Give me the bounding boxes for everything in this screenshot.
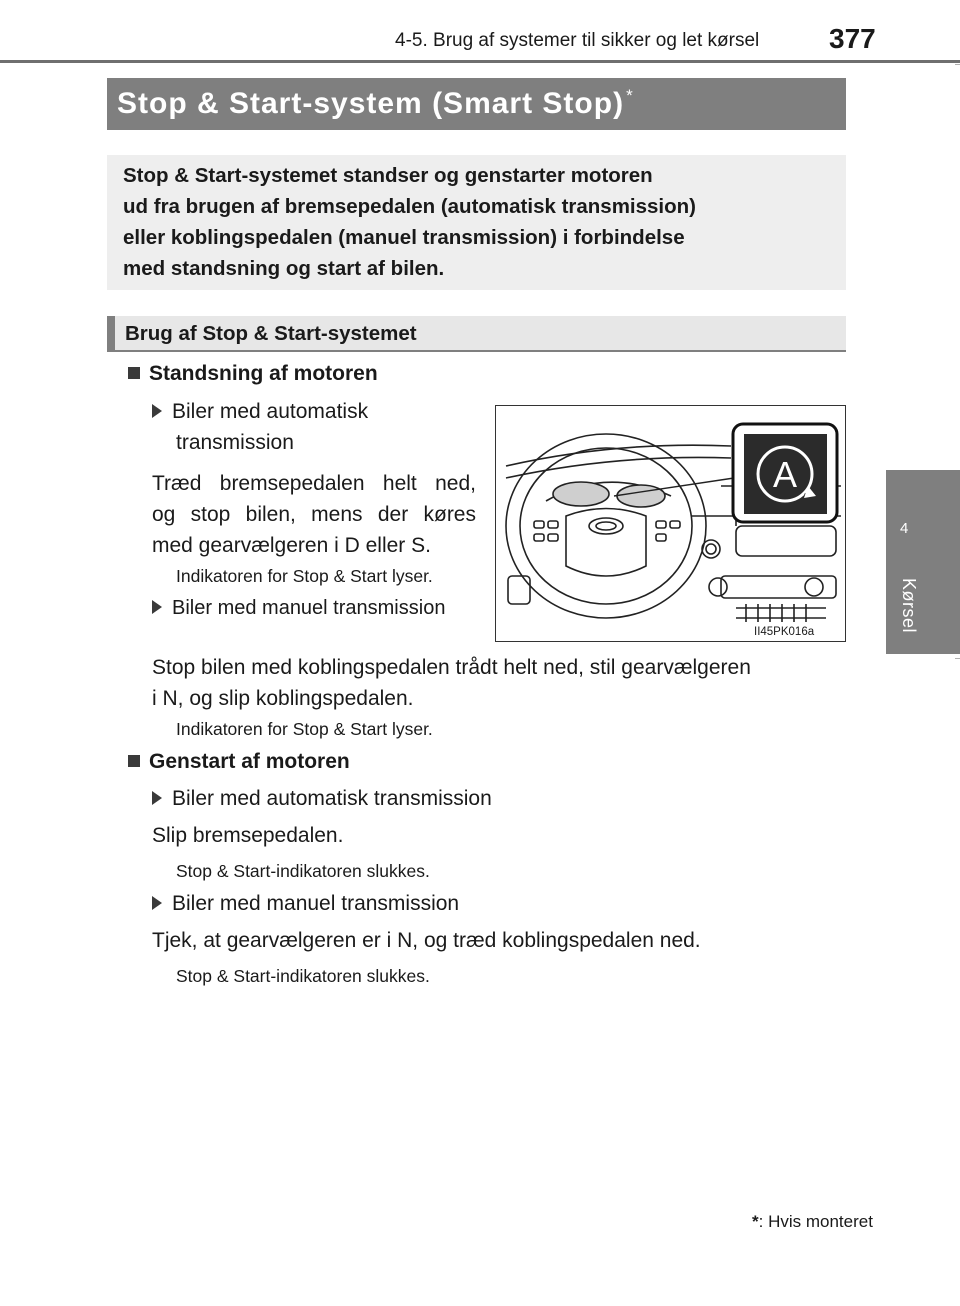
subheading-stopping-text: Standsning af motoren (149, 362, 378, 385)
subheading-stopping (128, 362, 378, 386)
triangle-bullet-icon (152, 896, 162, 910)
section-title: Brug af Stop & Start-systemet (125, 322, 417, 345)
paragraph-line: og stop bilen, mens der køres (152, 503, 476, 526)
chapter-tab-label: Kørsel (899, 578, 919, 634)
note-text: Indikatoren for Stop & Start lyser. (176, 719, 433, 739)
bullet-manual-transmission (152, 892, 459, 916)
bullet-label: Biler med manuel transmission (172, 892, 460, 915)
header-divider (0, 60, 960, 63)
footnote-text: : Hvis monteret (758, 1212, 873, 1231)
bullet-label: Biler med automatisk transmission (172, 787, 492, 810)
note-text: Stop & Start-indikatoren slukkes. (176, 861, 430, 881)
chapter-heading: 4-5. Brug af systemer til sikker og let kørsel (395, 30, 760, 51)
triangle-bullet-icon (152, 600, 162, 614)
paragraph-line: Stop bilen med koblingspedalen trådt helt ned, stil gearvælgeren (152, 656, 751, 679)
paragraph-line: Tjek, at gearvælgeren er i N, og træd koblingspedalen ned. (152, 929, 701, 952)
figure-code: II45PK016a (754, 626, 815, 638)
paragraph-line: i N, og slip koblingspedalen. (152, 687, 414, 710)
page-title (107, 78, 846, 130)
square-bullet-icon (128, 367, 140, 379)
note-text: Stop & Start-indikatoren slukkes. (176, 966, 430, 986)
intro-box (107, 155, 846, 290)
subheading-restart-text: Genstart af motoren (149, 750, 350, 773)
paragraph-line: med gearvælgeren i D eller S. (152, 534, 431, 557)
bullet-label: Biler med manuel transmission (172, 597, 446, 619)
page-number: 377 (829, 23, 876, 54)
subheading-restart (128, 750, 350, 774)
page-title-asterisk: * (626, 86, 634, 105)
intro-line: ud fra brugen af bremsepedalen (automatisk transmission) (123, 195, 696, 218)
bullet-auto-transmission (152, 787, 492, 811)
note-text: Indikatoren for Stop & Start lyser. (176, 566, 433, 586)
chapter-tab-number: 4 (900, 520, 909, 537)
section-bar-accent (107, 316, 115, 352)
intro-line: med standsning og start af bilen. (123, 257, 445, 280)
paragraph-line: Slip bremsepedalen. (152, 824, 344, 847)
bullet-label: Biler med automatisk (172, 400, 369, 423)
bullet-auto-transmission (152, 400, 368, 424)
paragraph-line: Træd bremsepedalen helt ned, (152, 472, 476, 495)
steering-wheel-dashboard-drawing (496, 406, 845, 641)
footnote (752, 1212, 873, 1232)
square-bullet-icon (128, 755, 140, 767)
edge-mark (955, 64, 960, 65)
intro-line: Stop & Start-systemet standser og genstarter motoren (123, 164, 653, 187)
bullet-label-continued: transmission (176, 431, 294, 454)
intro-line: eller koblingspedalen (manuel transmission) i forbindelse (123, 226, 685, 249)
edge-mark (955, 658, 960, 659)
triangle-bullet-icon (152, 791, 162, 805)
page-title-text: Stop & Start-system (Smart Stop) (117, 87, 625, 120)
triangle-bullet-icon (152, 404, 162, 418)
bullet-manual-transmission (152, 597, 445, 620)
dashboard-illustration (495, 405, 846, 642)
indicator-letter: A (772, 454, 798, 495)
footnote-asterisk: * (752, 1212, 759, 1231)
